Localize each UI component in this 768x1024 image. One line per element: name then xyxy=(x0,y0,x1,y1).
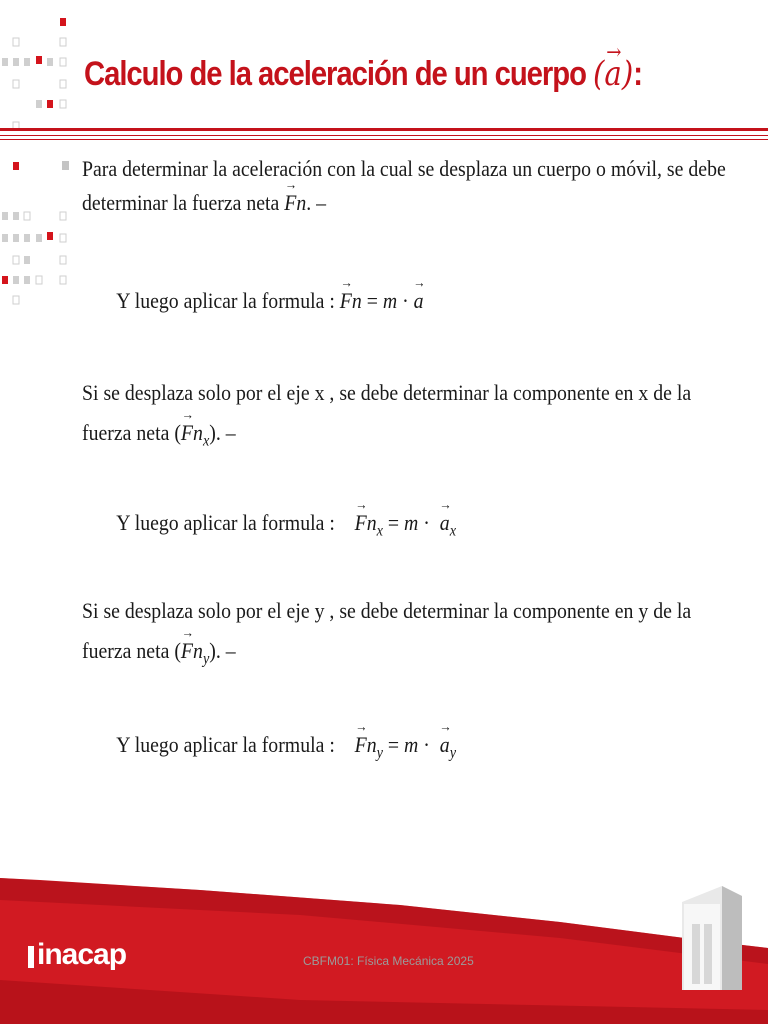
net-force-y-symbol: → $Fn_y$ xyxy=(181,638,209,663)
title-formula: (→ a) xyxy=(593,54,633,94)
formula-line-x: Y luego aplicar la formula : → $Fn_x = m$ · → $a_x$ xyxy=(116,506,456,540)
title-rule-thin-lower xyxy=(0,139,768,140)
formula-prefix-1: Y luego aplicar la formula : xyxy=(116,288,335,313)
net-force-symbol: → Fn xyxy=(284,190,306,215)
intro-line-2: determinar la fuerza neta → Fn. – xyxy=(82,186,326,220)
x-axis-line-1: Si se desplaza solo por el eje x , se debe determinar la componente en x de la xyxy=(82,380,692,405)
x-axis-line-2: fuerza neta (→ $Fn_x$). – xyxy=(82,416,236,450)
building-graphic xyxy=(676,884,746,994)
formula-x: → $Fn_x$ xyxy=(355,510,383,535)
title-rule-thick xyxy=(0,128,768,131)
formula-line-1: Y luego aplicar la formula : → Fn = m · → a xyxy=(116,284,423,318)
formula-prefix-y: Y luego aplicar la formula : xyxy=(116,732,335,757)
intro-line-2-text: determinar la fuerza neta xyxy=(82,190,280,215)
formula-line-y: Y luego aplicar la formula : → $Fn_y = m$ · → $a_y$ xyxy=(116,728,456,762)
title-colon: : xyxy=(633,55,642,93)
footer-course-text: CBFM01: Física Mecánica 2025 xyxy=(303,954,474,968)
inacap-logo xyxy=(28,938,126,972)
y-axis-line-2-text: fuerza neta xyxy=(82,638,170,663)
title-vector-a: → a xyxy=(604,54,621,94)
x-axis-line-2-text: fuerza neta xyxy=(82,420,170,445)
bullet-marker xyxy=(62,161,69,170)
y-axis-line-2: fuerza neta (→ $Fn_y$). – xyxy=(82,634,236,668)
slide-title-text: Calculo de la aceleración de un cuerpo xyxy=(84,55,586,93)
formula-y: → $Fn_y$ xyxy=(355,732,383,757)
formula-1: → Fn xyxy=(340,288,362,313)
y-axis-line-1: Si se desplaza solo por el eje y , se debe determinar la componente en y de la xyxy=(82,598,692,623)
title-rule-thin xyxy=(0,135,768,136)
decorative-squares xyxy=(0,0,80,310)
logo-text: inacap xyxy=(37,938,127,971)
logo-mark xyxy=(28,946,34,968)
net-force-x-symbol: → $Fn_x$ xyxy=(181,420,209,445)
intro-line-1: Para determinar la aceleración con la cual se desplaza un cuerpo o móvil, se debe xyxy=(82,156,726,181)
slide-title xyxy=(84,54,642,94)
formula-prefix-x: Y luego aplicar la formula : xyxy=(116,510,335,535)
